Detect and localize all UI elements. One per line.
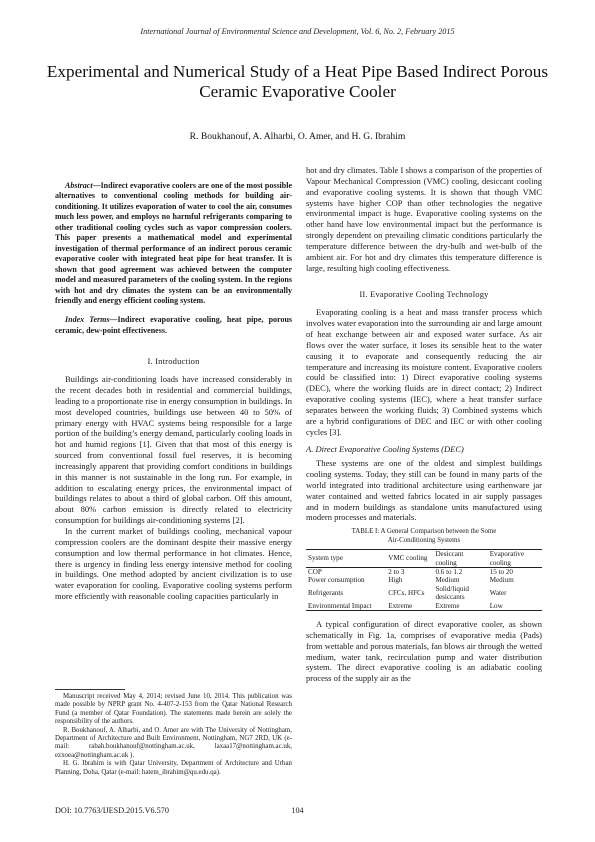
body-paragraph: Evaporating cooling is a heat and mass transfer process which involves water evaporation into the surrounding air and large amount of heat exchange between air and exposed water surface. As air flows over the water surface, it loses its sensible heat to the water causing it to evaporate and consequently reducing the air temperature and increasing its moisture content. Evaporative coolers could be classified into: 1) Direct evaporative cooling systems (DEC), where the working fluids are in direct contact; 2) Indirect evaporative cooling systems (IEC), where a heat transfer surface separates between the working fluids; 3) Combined systems which are a hybrid configurations of DEC and IEC or with other cooling cycles [3]. (306, 307, 542, 437)
doi: DOI: 10.7763/IJESD.2015.V6.570 (55, 806, 169, 815)
right-column (306, 165, 542, 684)
comparison-table (306, 528, 542, 611)
abstract (55, 181, 292, 306)
page-number: 104 (291, 806, 304, 815)
paper-authors: R. Boukhanouf, A. Alharbi, O. Amer, and H. G. Ibrahim (189, 131, 406, 142)
table-row (306, 585, 542, 602)
table-cell: COP (308, 567, 322, 576)
left-column (55, 181, 292, 602)
table-caption: Air-Conditioning Systems (387, 536, 461, 544)
table-cell: Medium (489, 576, 514, 585)
section-heading-evaporative-cooling: II. Evaporative Cooling Technology (359, 289, 489, 300)
table-cell: Water (489, 588, 507, 597)
paper-title: Experimental and Numerical Study of a Heat Pipe Based Indirect Porous Ceramic Evaporative Cooler (46, 62, 549, 101)
footnote (55, 693, 292, 777)
table-row (306, 576, 542, 584)
table-cell: 0.6 to 1.2 (435, 567, 463, 576)
table-header-cell: System type (308, 554, 343, 563)
abstract-text: —Indirect evaporative coolers are one of the most possible alternatives to conventional cooling methods for building air-conditioning. It utilizes evaporation of water to cool the air, consumes much less power, and employs no harmful refrigerants comparing to other traditional cooling cycles such as vapor compression coolers. This paper presents a mathematical model and experimental investigation of thermal performance of an indirect porous ceramic evaporative cooler with integrated heat pipe for heat transfer. It is shown that good agreement was achieved between the computer model and measured parameters of the cooling system. In the regions with hot and dry climates the system can be an environmentally friendly and energy efficient cooling system. (55, 181, 292, 305)
table-cell: Refrigerants (308, 588, 344, 597)
table-cell: Solid/liquid desiccants (435, 584, 469, 602)
table-cell: Extreme (435, 601, 460, 610)
intro-paragraph: Buildings air-conditioning loads have increased considerably in the recent decades both in residential and commercial buildings, leading to a proportionate rise in energy consumption in buildings. In most developed countries, buildings use between 40 to 50% of primary energy with HVAC systems being responsible for a large portion of the building’s energy demand, particularly cooling loads in hot and humid regions [1]. Given that that most of this energy is sourced from conventional fossil fuel reserves, it is becoming increasingly apparent that providing comfort conditions in buildings in this manner is not sustainable in the long run. For example, in addition to escalating energy prices, the environmental impact of buildings relates to about a third of global carbon. Off this amount, about 80% carbon emission is directly related to electricity consumption for buildings air-conditioning systems [2]. (55, 374, 292, 526)
table-cell: Medium (435, 576, 460, 585)
table-cell: Extreme (388, 601, 413, 610)
table (306, 549, 542, 611)
subsection-heading-dec: A. Direct Evaporative Cooling Systems (DEC) (306, 444, 464, 455)
body-paragraph: hot and dry climates. Table I shows a comparison of the properties of Vapour Mechanical Compression (VMC) cooling, desiccant cooling and evaporative cooling systems. It is shown that though VMC systems have higher COP than other technologies the negative environmental impact is huge. Evaporative cooling systems on the other hand have low environmental impact but the performance is strongly dependent on prevailing climatic conditions particularly the temperature difference between the dry-bulb and wet-bulb of the ambient air. For hot and dry climates this temperature difference is large, resulting high cooling effectiveness. (306, 165, 542, 273)
table-header-row (306, 550, 542, 568)
table-cell: High (388, 576, 403, 585)
table-cell: 2 to 3 (388, 567, 405, 576)
intro-paragraph: In the current market of buildings cooling, mechanical vapour compression coolers are the dominant despite their massive energy consumption and low thermal performance in hot climates. Hence, there is urgency in finding less energy intensive method for cooling in buildings. One method adopted by ancient civilization is to use water evaporation for cooling. Evaporative cooling systems perform more efficiently with reasonable cooling capacities particularly in (55, 526, 292, 602)
index-terms-label: Index Terms (65, 315, 110, 325)
table-cell: Low (489, 601, 503, 610)
footnote-divider (55, 689, 125, 690)
index-terms-text: —Indirect evaporative cooling, heat pipe, porous ceramic, dew-point effectiveness. (55, 315, 293, 335)
table-header-cell: Evaporative cooling (489, 550, 524, 567)
footnote-paragraph: Manuscript received May 4, 2014; revised June 10, 2014. This publication was made possible by NPRP grant No. 4-407-2-153 from the Qatar National Research Fund (a member of Qatar Foundation). The statements made herein are solely the responsibility of the authors. (55, 693, 292, 726)
footnote-paragraph: R. Boukhanouf, A. Alharbi, and O. Amer are with The University of Nottingham, Department of Architecture and Built Environment, Nottingham, NG7 2RD, UK (e-mail: rabah.boukhanouf@nottingham.ac.uk, laxaa17@nottingham.ac.uk, ezxoea@nottingham.ac.uk ). (55, 726, 292, 759)
table-cell: CFCs, HFCs (388, 588, 425, 597)
section-heading-introduction: I. Introduction (147, 356, 200, 367)
table-header-cell: Desiccant cooling (435, 550, 464, 567)
table-header-cell: VMC cooling (388, 554, 428, 563)
body-paragraph: These systems are one of the oldest and simplest buildings cooling systems. Today, they still can be found in many parts of the world integrated into traditional architecture using earthenware jar water contained and wetted fabrics located in air supply passages and in modern buildings as standalone units manufactured using modern processes and materials. (306, 458, 542, 523)
table-cell: 15 to 20 (489, 567, 513, 576)
abstract-label: Abstract (65, 181, 93, 190)
table-row (306, 567, 542, 576)
body-paragraph: A typical configuration of direct evaporative cooler, as shown schematically in Fig. 1a, comprises of evaporative media (Pads) from wettable and porous materials, fan blows air through the wetted medium, water tank, recirculation pump and water distribution system. The direct evaporative cooling is an adiabatic cooling process of the supply air as the (306, 618, 542, 684)
journal-header: International Journal of Environmental Science and Development, Vol. 6, No. 2, February 2015 (140, 27, 455, 36)
table-caption: TABLE I: A General Comparison between the Some (351, 528, 497, 536)
table-cell: Environmental Impact (308, 601, 372, 610)
table-row (306, 602, 542, 611)
footnote-paragraph: H. G. Ibrahim is with Qatar University, Department of Architecture and Urban Planning, Doha, Qatar (e-mail: hatem_ibrahim@qu.edu.qa). (55, 760, 292, 776)
index-terms (55, 315, 292, 336)
table-cell: Power consumption (308, 576, 365, 585)
